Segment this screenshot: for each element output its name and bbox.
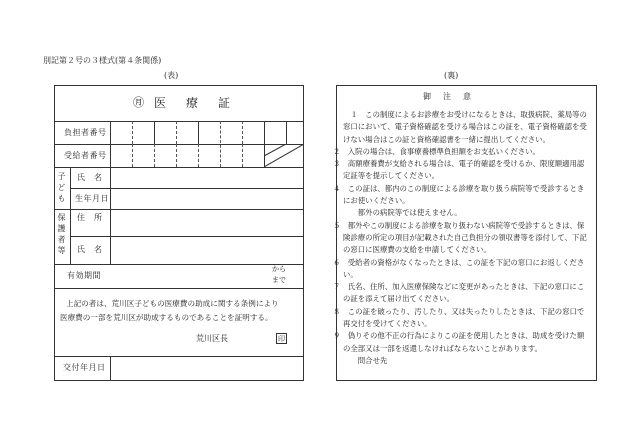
validity-from: から: [272, 265, 286, 273]
crossed-cell: [264, 144, 304, 167]
certification-text-2: 医療費の一部を荒川区が助成するものであることを証明する。: [60, 313, 273, 322]
note-4b: 都外の病院等では使えません。: [343, 208, 462, 218]
caution-notes: [333, 109, 591, 367]
dob-label: 生年月日: [75, 194, 109, 203]
mayor-label: 荒川区長: [196, 334, 228, 343]
note-9: ９ 偽りその他不正の行為によりこの証を使用したときは、助成を受けた額の全部又は一部を返還しなければならないことがあります。: [333, 331, 585, 353]
official-seal: 印: [278, 335, 285, 343]
guardian-name-label: 氏 名: [77, 245, 103, 254]
note-5: ５ 都外やこの制度による診療を取り扱わない病院等で受診するときは、保険診療の所定の項目が記載された自己負担分の領収書等を添付して、下記の窓口に医療費の支給を申請してください。: [333, 220, 587, 255]
form-reference: 別記第２号の３様式(第４条関係): [43, 56, 162, 65]
burden-number-cells: [110, 121, 286, 144]
caution-title: 御 注 意: [423, 92, 473, 101]
note-8: ８ この証を破ったり、汚したり、又は失ったりしたときは、下記の窓口で再交付を受けてください。: [333, 306, 585, 329]
certificate-title: 医 療 証: [154, 96, 235, 110]
note-4: ４ この証は、都内のこの制度による診療を取り扱う病院等で受診するときにお使いください。: [333, 183, 585, 206]
recipient-number-label: 受給者番号: [64, 151, 107, 160]
address-label: 住 所: [77, 213, 103, 222]
inquiry-label: 問合せ先: [343, 355, 388, 365]
guardian-label: 保護者等: [57, 213, 66, 257]
validity-label: 有効期間: [67, 271, 101, 280]
child-name-label: 氏 名: [77, 173, 103, 182]
note-3: ３ 高額療養費が支給される場合は、電子的確認を受けるか、限度額適用認定証等を提示してください。: [333, 159, 585, 181]
child-label: 子ども: [57, 172, 66, 205]
title-mark: ㊊: [133, 96, 144, 109]
front-label: (表): [164, 71, 179, 80]
validity-to: まで: [272, 276, 286, 284]
certification-text-1: 上記の者は、荒川区子どもの医療費の助成に関する条例により: [66, 299, 279, 308]
note-2: ２ 入院の場合は、食事療養標準負担額をお支払いください。: [333, 146, 540, 156]
burden-number-label: 負担者番号: [64, 128, 107, 137]
issue-date-label: 交付年月日: [63, 363, 106, 372]
note-6: ６ 受給者の資格がなくなったときは、この証を下記の窓口にお返しください。: [333, 257, 585, 279]
back-label: (裏): [444, 71, 459, 80]
note-1: １ この制度によるお診療をお受けになるときは、取扱病院、薬局等の窓口において、電子資格確認を受ける場合はこの証を、電子資格確認を受けない場合はこの証と資格確認書を一緒に提出してください。: [343, 110, 587, 144]
note-7: ７ 氏名、住所、加入医療保険などに変更があったときは、下記の窓口にこの証を添えて届け出てください。: [333, 282, 585, 304]
